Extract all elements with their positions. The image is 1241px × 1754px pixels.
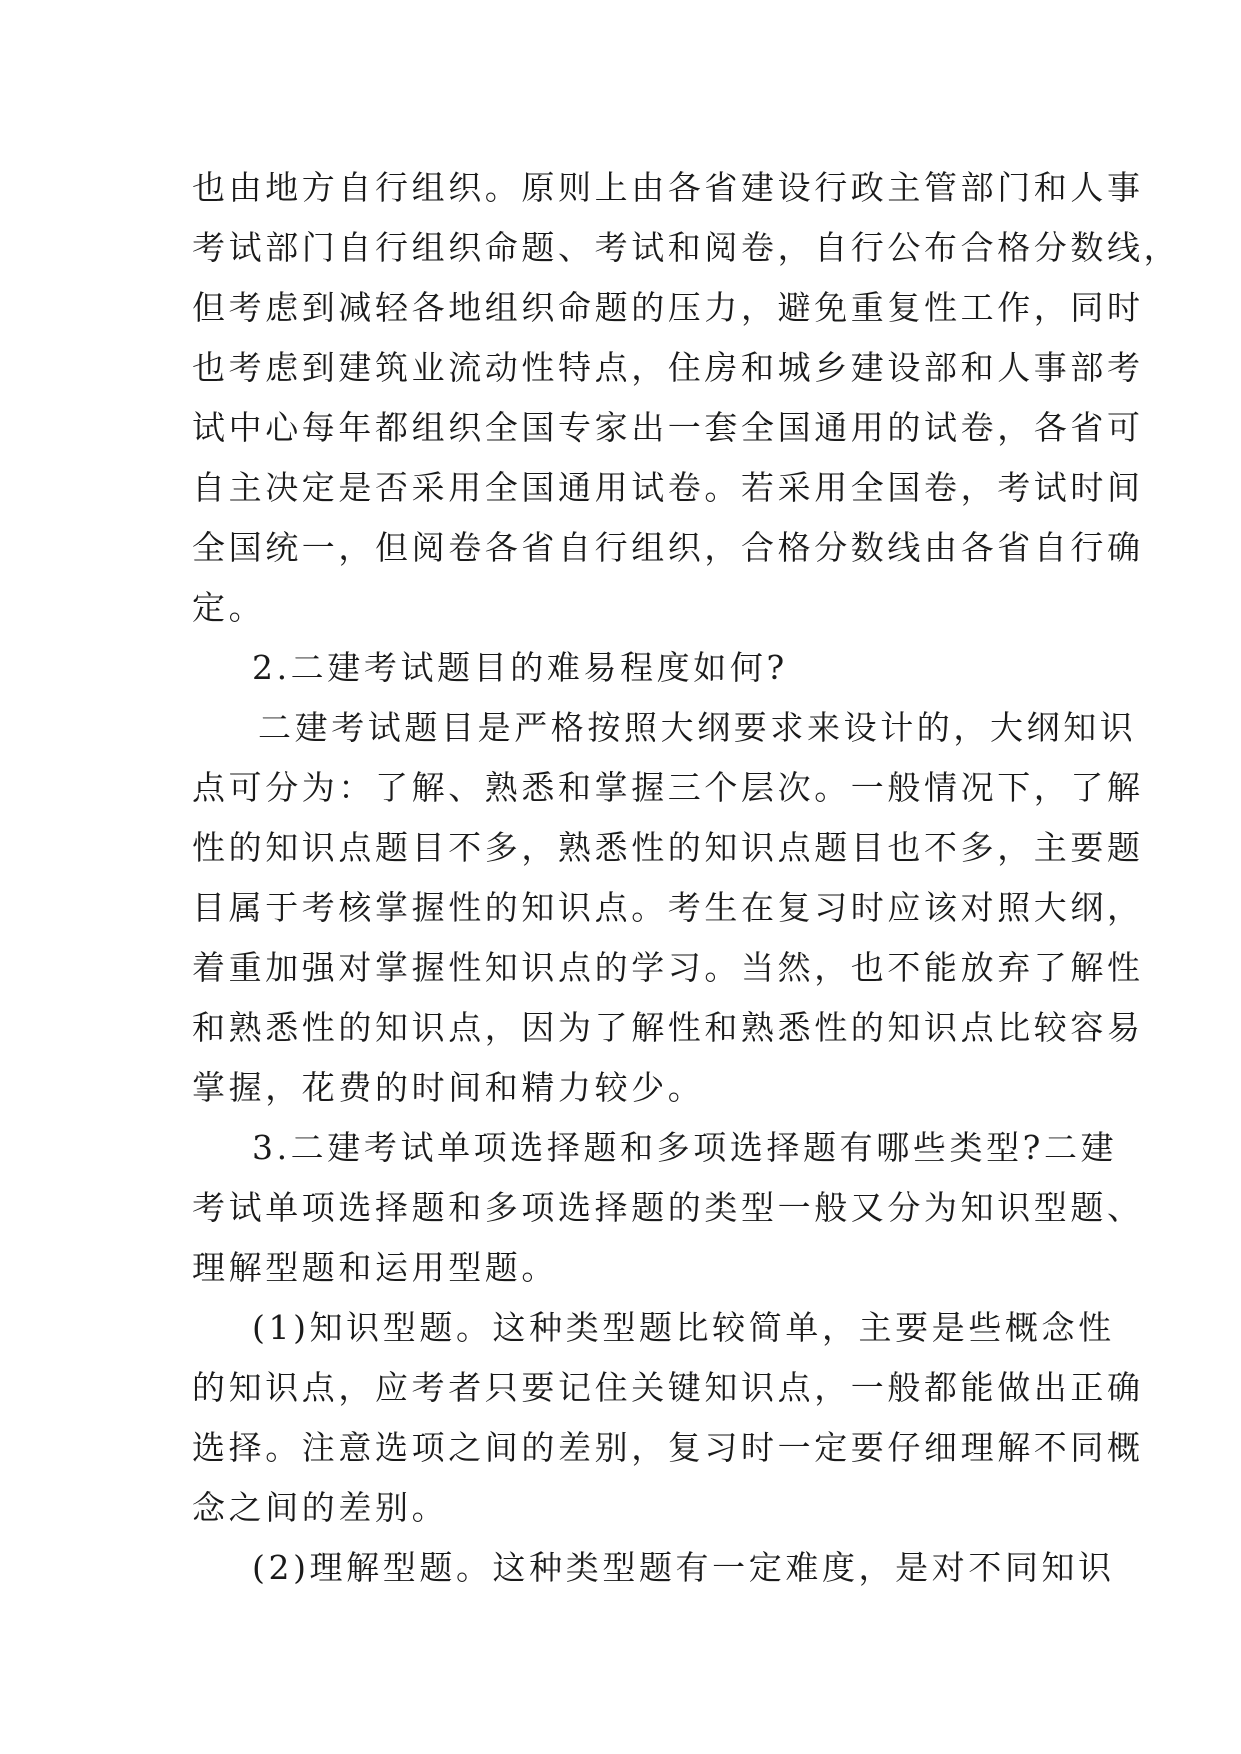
text-line: 也由地方自行组织。原则上由各省建设行政主管部门和人事 bbox=[192, 168, 1144, 207]
text-line: 的知识点，应考者只要记住关键知识点，一般都能做出正确 bbox=[192, 1368, 1144, 1407]
text-line: 性的知识点题目不多，熟悉性的知识点题目也不多，主要题 bbox=[192, 828, 1144, 867]
text-line: 试中心每年都组织全国专家出一套全国通用的试卷，各省可 bbox=[192, 408, 1144, 447]
paragraph-2 bbox=[192, 638, 1052, 698]
text-line: 念之间的差别。 bbox=[192, 1488, 449, 1527]
body-text bbox=[192, 158, 1181, 1598]
question-heading: 2.二建考试题目的难易程度如何? bbox=[252, 648, 788, 687]
paragraph-6 bbox=[192, 1538, 1115, 1598]
text-line: 目属于考核掌握性的知识点。考生在复习时应该对照大纲， bbox=[192, 888, 1144, 927]
text-line: 掌握，花费的时间和精力较少。 bbox=[192, 1068, 705, 1107]
paragraph-1 bbox=[192, 158, 1181, 638]
paragraph-5 bbox=[192, 1298, 1144, 1538]
text-line: 定。 bbox=[192, 588, 266, 627]
text-line: (1)知识型题。这种类型题比较简单，主要是些概念性 bbox=[252, 1308, 1115, 1347]
text-line: 着重加强对掌握性知识点的学习。当然，也不能放弃了解性 bbox=[192, 948, 1144, 987]
text-line: 考试部门自行组织命题、考试和阅卷，自行公布合格分数线， bbox=[192, 228, 1181, 267]
text-line: 考试单项选择题和多项选择题的类型一般又分为知识型题、 bbox=[192, 1188, 1144, 1227]
text-line: 自主决定是否采用全国通用试卷。若采用全国卷，考试时间 bbox=[192, 468, 1144, 507]
question-heading: 3.二建考试单项选择题和多项选择题有哪些类型?二建 bbox=[252, 1128, 1118, 1167]
text-line: 和熟悉性的知识点，因为了解性和熟悉性的知识点比较容易 bbox=[192, 1008, 1144, 1047]
paragraph-4 bbox=[192, 1118, 1144, 1298]
text-line: 也考虑到建筑业流动性特点，住房和城乡建设部和人事部考 bbox=[192, 348, 1144, 387]
text-line: 理解型题和运用型题。 bbox=[192, 1248, 558, 1287]
text-line: 全国统一，但阅卷各省自行组织，合格分数线由各省自行确 bbox=[192, 528, 1144, 567]
paragraph-3 bbox=[192, 698, 1144, 1118]
text-line: 二建考试题目是严格按照大纲要求来设计的，大纲知识 bbox=[258, 708, 1137, 747]
text-line: (2)理解型题。这种类型题有一定难度，是对不同知识 bbox=[252, 1548, 1115, 1587]
text-line: 但考虑到减轻各地组织命题的压力，避免重复性工作，同时 bbox=[192, 288, 1144, 327]
text-line: 选择。注意选项之间的差别，复习时一定要仔细理解不同概 bbox=[192, 1428, 1144, 1467]
text-line: 点可分为：了解、熟悉和掌握三个层次。一般情况下，了解 bbox=[192, 768, 1144, 807]
